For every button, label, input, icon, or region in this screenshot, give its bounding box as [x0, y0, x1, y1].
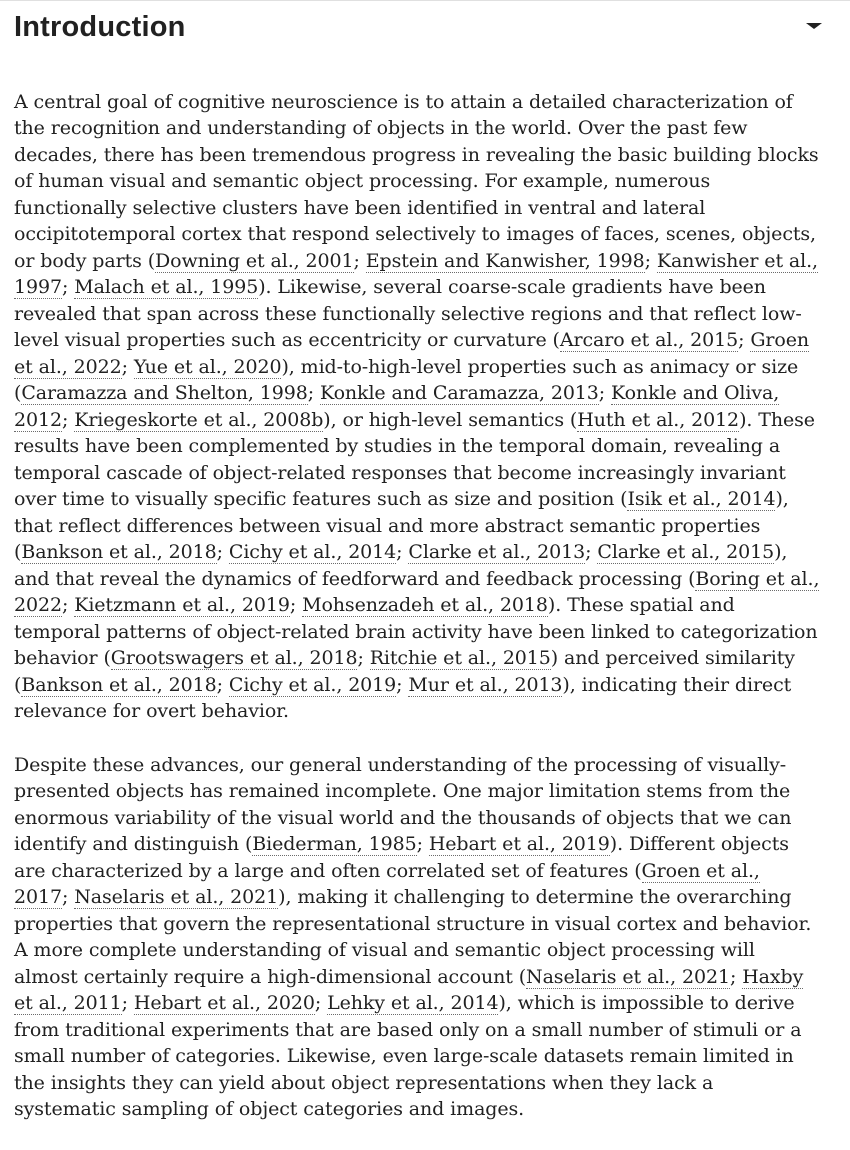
citation-link[interactable]: Caramazza and Shelton, 1998: [21, 382, 308, 405]
citation-link[interactable]: Clarke et al., 2013: [408, 541, 586, 564]
citation-link[interactable]: Groen et al., 2022: [14, 329, 810, 378]
citation-link[interactable]: Kanwisher et al., 1997: [14, 249, 818, 299]
citation-link[interactable]: Cichy et al., 2019: [228, 673, 397, 696]
citation-link[interactable]: Kriegeskorte et al., 2008b: [74, 408, 324, 431]
citation-link[interactable]: Clarke et al., 2015: [597, 541, 775, 564]
citation-link[interactable]: Arcaro et al., 2015: [559, 329, 739, 352]
citation-link[interactable]: Lehky et al., 2014: [327, 992, 499, 1015]
citation-link[interactable]: Kietzmann et al., 2019: [74, 594, 290, 617]
citation-link[interactable]: Biederman, 1985: [252, 833, 417, 856]
citation-link[interactable]: Ritchie et al., 2015: [369, 647, 551, 670]
citation-link[interactable]: Malach et al., 1995: [74, 276, 259, 299]
citation-link[interactable]: Boring et al., 2022: [14, 567, 820, 617]
citation-link[interactable]: Groen et al., 2017: [14, 859, 760, 909]
section-title: Introduction: [14, 11, 186, 43]
citation-link[interactable]: Konkle and Oliva, 2012: [14, 382, 780, 431]
citation-link[interactable]: Naselaris et al., 2021: [526, 965, 730, 988]
citation-link[interactable]: Hebart et al., 2020: [133, 992, 315, 1015]
citation-link[interactable]: Downing et al., 2001: [155, 249, 354, 272]
paragraph: Despite these advances, our general understanding of the processing of visually-presented objects has remained incomplete. One major limitation stems from the enormous variability of the visual world and the thousands of objects that we can identify and distinguish (Biederman, 1985; Hebart et al., 2019). Different objects are characterized by a large and often correlated set of features (Groen et al., 2017; Naselaris et al., 2021), making it challenging to determine the overarching properties that govern the representational structure in visual cortex and behavior. A more complete understanding of visual and semantic object processing will almost certainly require a high-dimensional account (Naselaris et al., 2021; Haxby et al., 2011; Hebart et al., 2020; Lehky et al., 2014), which is impossible to derive from traditional experiments that are based only on a small number of stimuli or a small number of categories. Likewise, even large-scale datasets remain limited in the insights they can yield about object representations when they lack a systematic sampling of object categories and images.: [14, 753, 812, 1121]
citation-link[interactable]: Epstein and Kanwisher, 1998: [365, 249, 645, 272]
citation-link[interactable]: Haxby et al., 2011: [14, 965, 804, 1015]
paragraph: A central goal of cognitive neuroscience is to attain a detailed characterization of the recognition and understanding of objects in the world. Over the past few decades, there has been tremendous progress in revealing the basic building blocks of human visual and semantic object processing. For example, numerous functionally selective clusters have been identified in ventral and lateral occipitotemporal cortex that respond selectively to images of faces, scenes, objects, or body parts (Downing et al., 2001; Epstein and Kanwisher, 1998; Kanwisher et al., 1997; Malach et al., 1995). Likewise, several coarse-scale gradients have been revealed that span across these functionally selective regions and that reflect low-level visual properties such as eccentricity or curvature (Arcaro et al., 2015; Groen et al., 2022; Yue et al., 2020), mid-to-high-level properties such as animacy or size (Caramazza and Shelton, 1998; Konkle and Caramazza, 2013; Konkle and Oliva, 2012; Kriegeskorte et al., 2008b), or high-level semantics (Huth et al., 2012). These results have been complemented by studies in the temporal domain, revealing a temporal cascade of object-related responses that become increasingly invariant over time to visually specific features such as size and position (Isik et al., 2014), that reflect differences between visual and more abstract semantic properties (Bankson et al., 2018; Cichy et al., 2014; Clarke et al., 2013; Clarke et al., 2015), and that reveal the dynamics of feedforward and feedback processing (Boring et al., 2022; Kietzmann et al., 2019; Mohsenzadeh et al., 2018). These spatial and temporal patterns of object-related brain activity have been linked to categorization behavior (Grootswagers et al., 2018; Ritchie et al., 2015) and perceived similarity (Bankson et al., 2018; Cichy et al., 2019; Mur et al., 2013), indicating their direct relevance for overt behavior.: [14, 90, 820, 723]
citation-link[interactable]: Cichy et al., 2014: [228, 541, 397, 564]
section-body: [14, 89, 820, 1123]
citation-link[interactable]: Isik et al., 2014: [627, 488, 776, 511]
collapse-section-icon[interactable]: [806, 23, 822, 29]
citation-link[interactable]: Mur et al., 2013: [408, 673, 563, 696]
citation-link[interactable]: Bankson et al., 2018: [21, 673, 217, 696]
citation-link[interactable]: Hebart et al., 2019: [428, 833, 610, 856]
citation-link[interactable]: Grootswagers et al., 2018: [110, 647, 358, 670]
section-header[interactable]: [14, 10, 820, 45]
citation-link[interactable]: Naselaris et al., 2021: [74, 886, 279, 909]
citation-link[interactable]: Huth et al., 2012: [577, 408, 740, 431]
citation-link[interactable]: Mohsenzadeh et al., 2018: [302, 594, 548, 617]
citation-link[interactable]: Konkle and Caramazza, 2013: [319, 382, 599, 405]
citation-link[interactable]: Bankson et al., 2018: [21, 541, 217, 564]
citation-link[interactable]: Yue et al., 2020: [133, 355, 282, 378]
